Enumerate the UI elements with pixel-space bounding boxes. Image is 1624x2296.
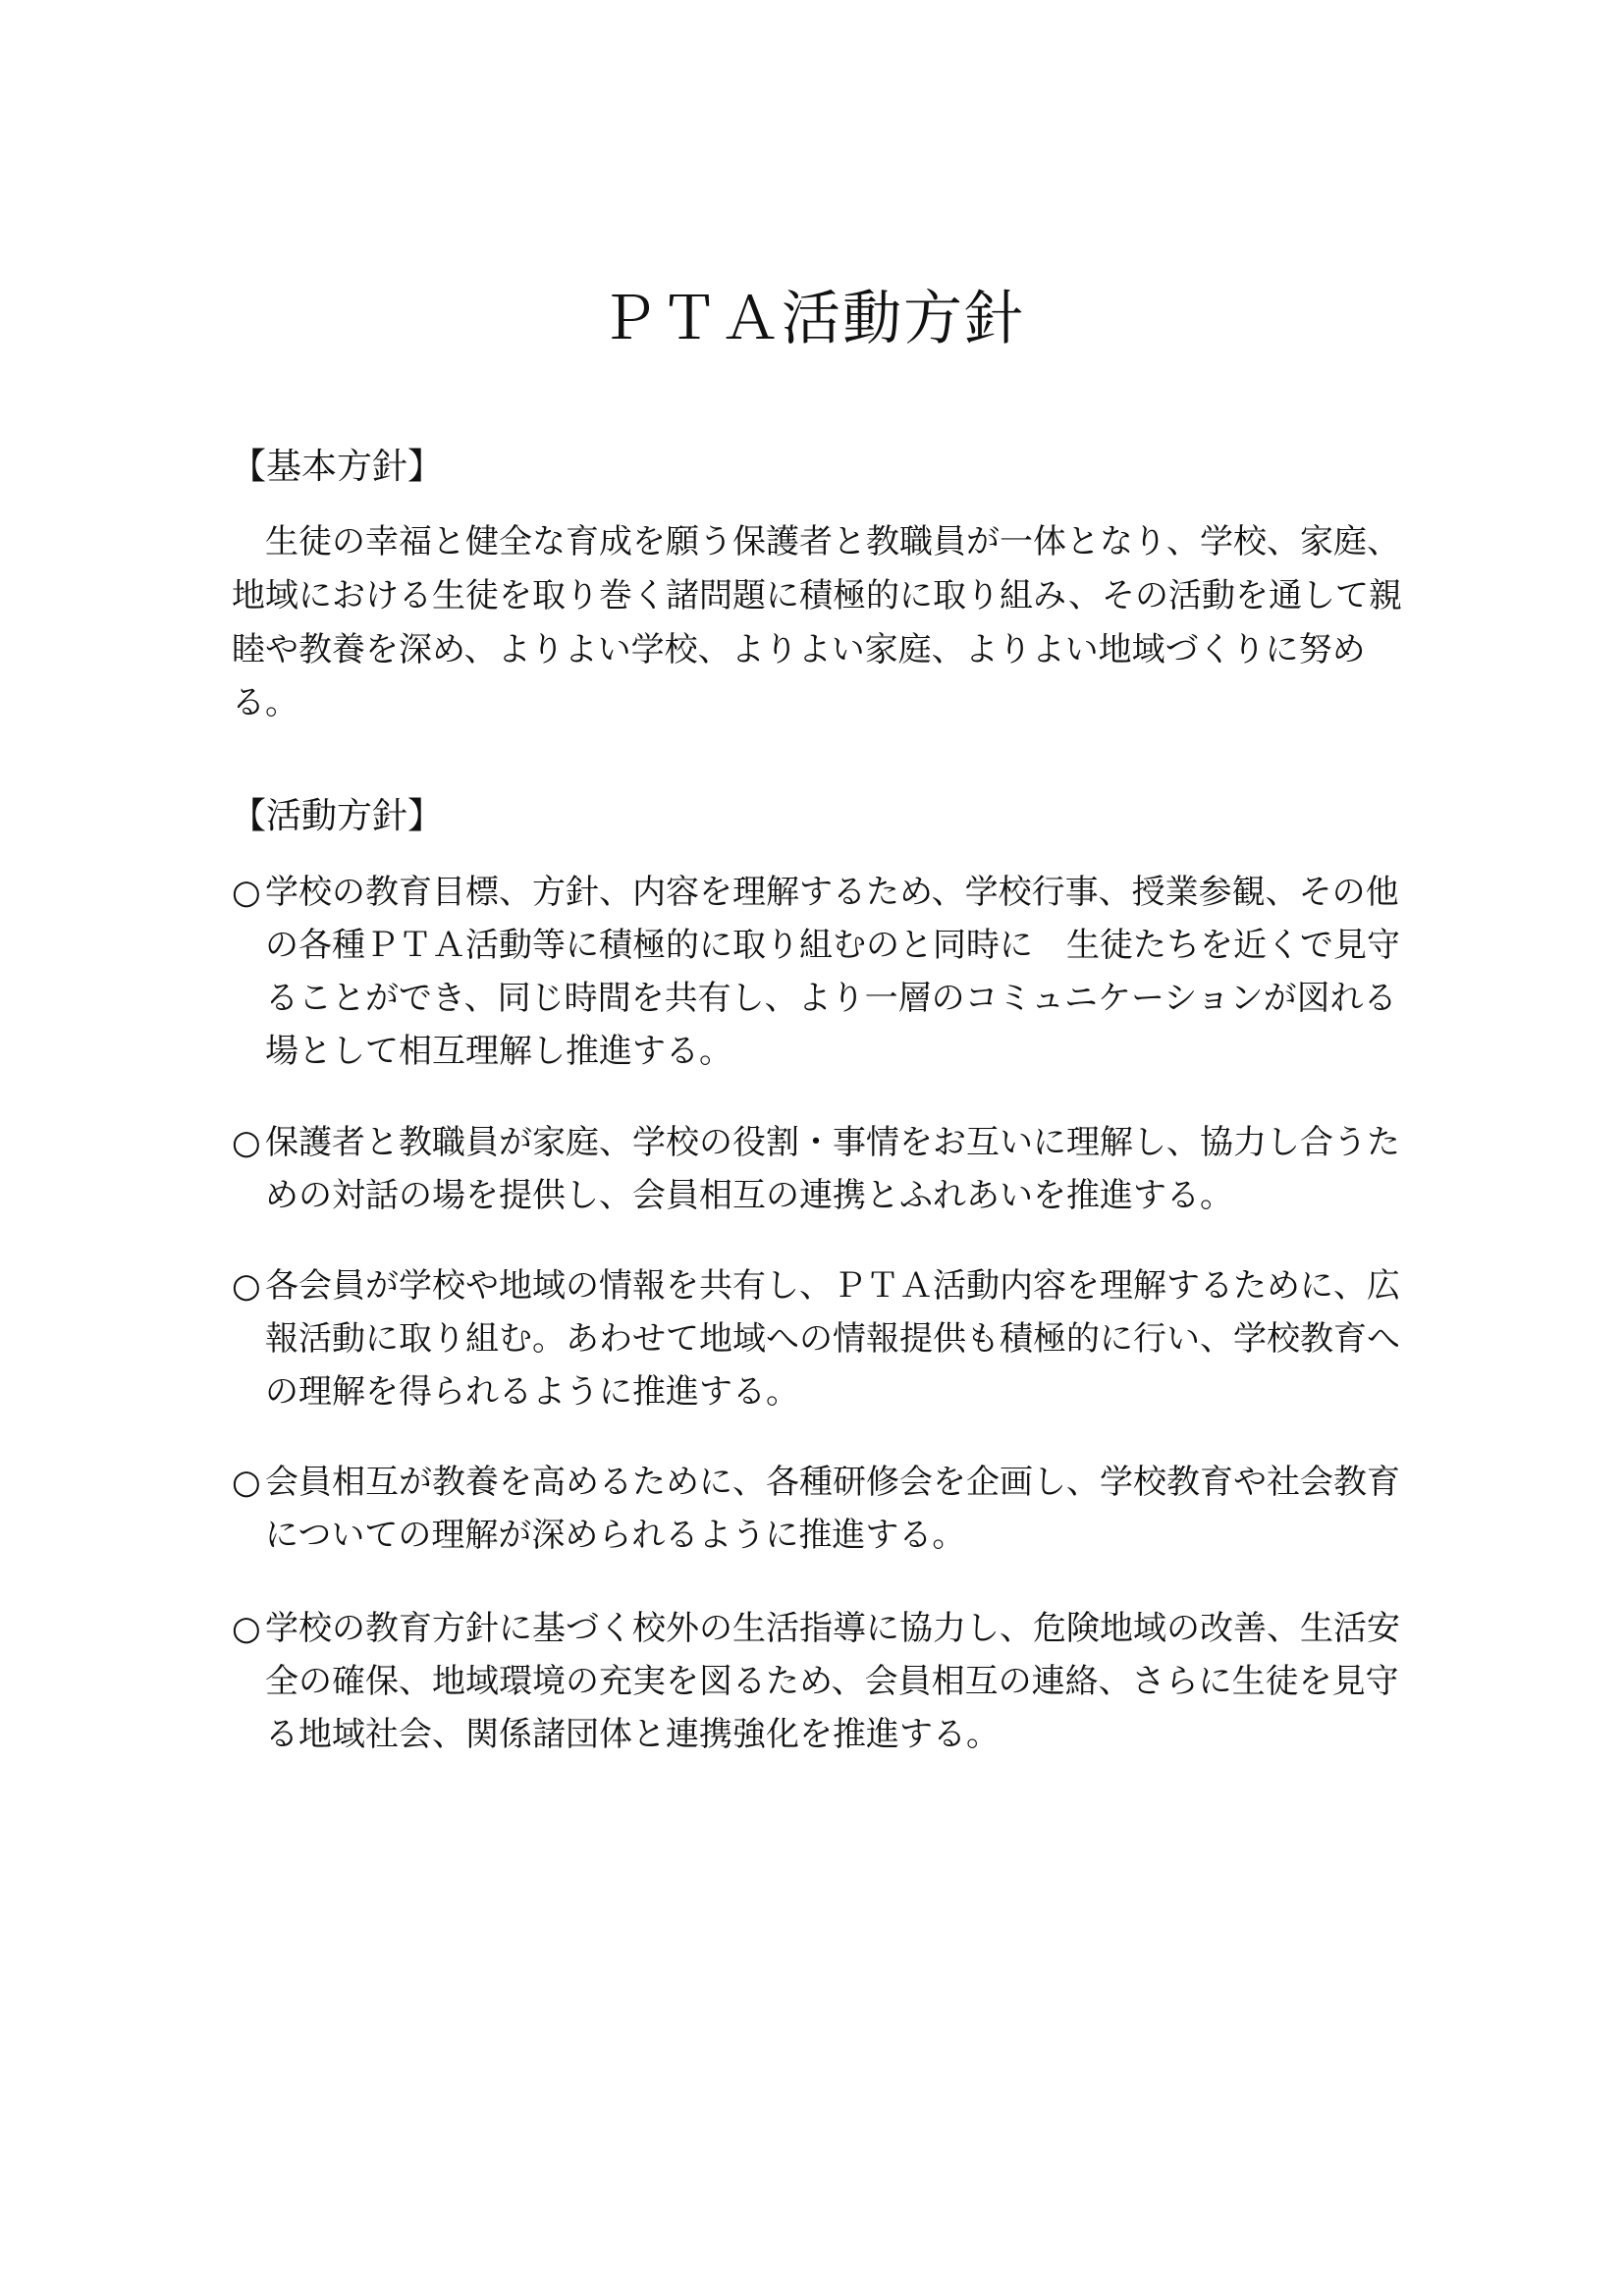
activity-policy-heading: 【活動方針】 (231, 796, 444, 836)
bullet-circle-icon: ○ (232, 1123, 261, 1162)
activity-item-3-line: の理解を得られるように推進する。 (265, 1372, 799, 1412)
activity-item-5-line: 全の確保、地域環境の充実を図るため、会員相互の連絡、さらに生徒を見守 (265, 1662, 1399, 1701)
page-title: ＰＴＡ活動方針 (599, 285, 1025, 353)
activity-item-1-line: 場として相互理解し推進する。 (265, 1032, 732, 1071)
activity-item-1-line: ることができ、同じ時間を共有し、より一層のコミュニケーションが図れる (265, 979, 1397, 1018)
bullet-circle-icon: ○ (232, 1266, 261, 1306)
basic-policy-line: 地域における生徒を取り巻く諸問題に積極的に取り組み、その活動を通して親 (232, 576, 1403, 615)
basic-policy-line: 生徒の幸福と健全な育成を願う保護者と教職員が一体となり、学校、家庭、 (265, 522, 1400, 561)
activity-item-1-line: の各種ＰＴＡ活動等に積極的に取り組むのと同時に 生徒たちを近くで見守 (265, 926, 1400, 965)
bullet-circle-icon: ○ (232, 1609, 261, 1648)
activity-item-1-line: 学校の教育目標、方針、内容を理解するため、学校行事、授業参観、その他 (265, 873, 1399, 912)
activity-item-5-line: 学校の教育方針に基づく校外の生活指導に協力し、危険地域の改善、生活安 (265, 1609, 1400, 1648)
bullet-circle-icon: ○ (232, 1463, 261, 1502)
bullet-circle-icon: ○ (232, 873, 261, 912)
basic-policy-line: る。 (232, 683, 298, 722)
activity-item-4-line: についての理解が深められるように推進する。 (265, 1516, 966, 1555)
activity-item-5-line: る地域社会、関係諸団体と連携強化を推進する。 (265, 1715, 1000, 1754)
basic-policy-line: 睦や教養を深め、よりよい学校、よりよい家庭、よりよい地域づくりに努め (232, 630, 1366, 669)
activity-item-3-line: 報活動に取り組む。あわせて地域への情報提供も積極的に行い、学校教育へ (265, 1319, 1400, 1359)
basic-policy-heading: 【基本方針】 (231, 447, 444, 487)
activity-item-4-line: 会員相互が教養を高めるために、各種研修会を企画し、学校教育や社会教育 (265, 1463, 1400, 1502)
activity-item-2-line: 保護者と教職員が家庭、学校の役割・事情をお互いに理解し、協力し合うた (265, 1123, 1400, 1162)
activity-item-3-line: 各会員が学校や地域の情報を共有し、ＰＴＡ活動内容を理解するために、広 (265, 1266, 1400, 1306)
activity-item-2-line: めの対話の場を提供し、会員相互の連携とふれあいを推進する。 (265, 1176, 1233, 1215)
